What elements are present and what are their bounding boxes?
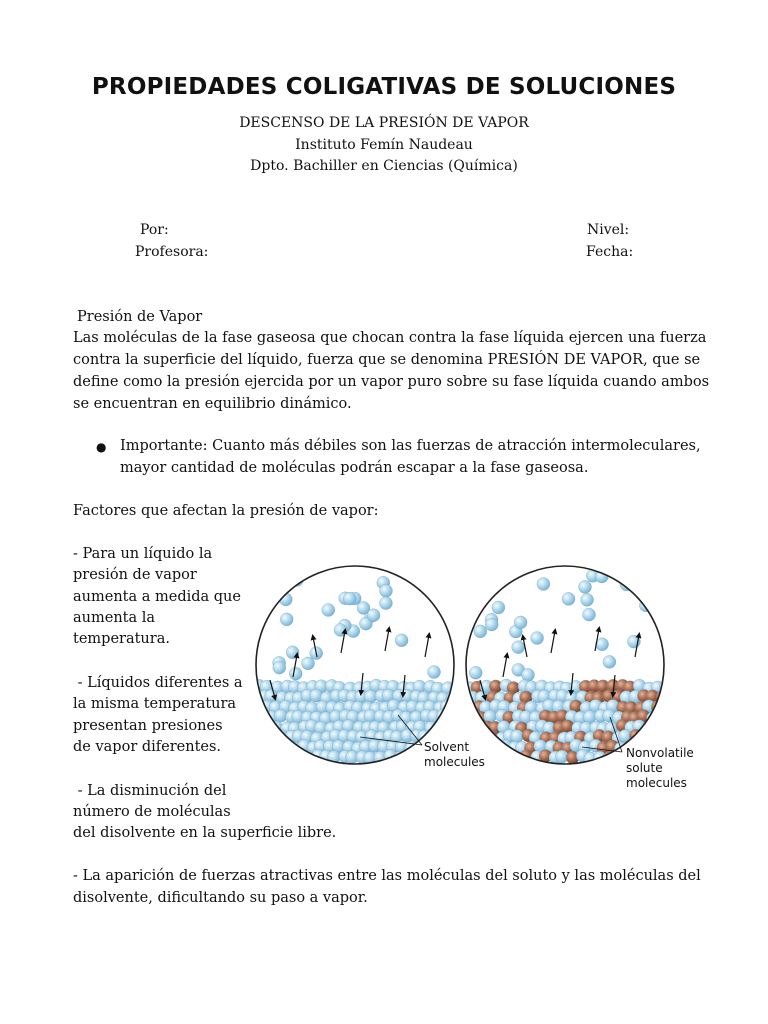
solvent-molecule	[252, 720, 265, 733]
solvent-molecule	[651, 719, 664, 732]
solvent-molecule	[258, 732, 271, 745]
factor-line: aumenta a medida que	[73, 589, 241, 605]
vapor-molecule	[471, 571, 484, 584]
solvent-molecule	[280, 740, 293, 753]
vapor-molecule	[322, 604, 335, 617]
solvent-molecule	[457, 689, 470, 702]
vapor-molecule	[562, 592, 575, 605]
vapor-molecule	[531, 632, 544, 645]
vapor-molecule	[472, 587, 485, 600]
vapor-molecule	[302, 657, 315, 670]
field-profesora: Profesora:	[135, 244, 209, 260]
body-line: define como la presión ejercida por un vapor puro sobre su fase líquida cuando ambos	[73, 374, 710, 390]
field-nivel: Nivel:	[587, 222, 630, 238]
vapor-molecule	[379, 597, 392, 610]
vapor-molecule	[380, 584, 393, 597]
solvent-molecule	[442, 720, 455, 733]
solvent-molecule	[257, 752, 270, 765]
solute-molecule	[490, 742, 503, 755]
solute-molecule	[639, 732, 652, 745]
vapor-molecule	[334, 624, 347, 637]
solvent-molecule	[485, 751, 498, 764]
solvent-molecule	[250, 720, 257, 733]
factor-line: - La disminución del	[73, 783, 227, 799]
vapor-molecule	[428, 666, 441, 679]
vapor-molecule	[289, 667, 302, 680]
solvent-molecule	[660, 719, 673, 732]
factor-line: número de moléculas	[73, 804, 231, 820]
vapor-molecule	[395, 634, 408, 647]
solvent-molecule	[250, 741, 258, 754]
vapor-molecule	[273, 661, 286, 674]
vapor-molecule	[603, 655, 616, 668]
factor-line: del disolvente en la superficie libre.	[73, 825, 337, 841]
factors-heading: Factores que afectan la presión de vapor:	[73, 503, 379, 519]
arrow-icon	[385, 629, 389, 651]
solvent-molecule	[266, 732, 279, 745]
solute-molecule	[665, 709, 678, 722]
solvent-molecule	[409, 750, 422, 763]
solvent-molecule	[470, 722, 483, 735]
solvent-molecule	[253, 742, 266, 755]
arrow-icon	[503, 655, 507, 677]
field-fecha: Fecha:	[586, 244, 634, 260]
solvent-molecule	[462, 722, 475, 735]
solvent-molecule	[250, 750, 261, 763]
solvent-molecule	[250, 680, 255, 693]
factor-line: presentan presiones	[73, 718, 223, 734]
vapor-molecule	[493, 570, 506, 583]
label-solute: solute	[626, 761, 663, 775]
vapor-molecule	[485, 618, 498, 631]
vapor-molecule	[280, 613, 293, 626]
solvent-molecule	[265, 751, 278, 764]
factor-line: presión de vapor	[73, 567, 197, 583]
body-line: contra la superficie del líquido, fuerza que se denomina PRESIÓN DE VAPOR, que se	[73, 352, 701, 368]
solvent-molecule	[454, 690, 467, 703]
solute-molecule	[666, 690, 679, 703]
subtitle: DESCENSO DE LA PRESIÓN DE VAPOR	[239, 115, 529, 131]
solvent-molecule	[495, 750, 508, 763]
solvent-molecule	[271, 739, 284, 752]
label-solvent: molecules	[424, 755, 485, 769]
vapor-molecule	[474, 625, 487, 638]
factor-line: de vapor diferentes.	[73, 739, 222, 755]
section-heading: Presión de Vapor	[77, 309, 203, 325]
vapor-molecule	[512, 641, 525, 654]
factor-line: la misma temperatura	[73, 696, 237, 712]
factor-line: - La aparición de fuerzas atractivas entre las moléculas del soluto y las moléculas del	[73, 868, 701, 884]
label-solute: Nonvolatile	[626, 746, 694, 760]
solvent-molecule	[275, 750, 288, 763]
body-line: se encuentran en equilibrio dinámico.	[73, 396, 352, 412]
solvent-molecule	[468, 710, 481, 723]
factor-line: - Líquidos diferentes a	[73, 675, 243, 691]
vapor-molecule	[492, 601, 505, 614]
solvent-molecule	[454, 700, 467, 713]
bullet-icon: ●	[96, 440, 107, 454]
solvent-molecule	[250, 732, 261, 745]
factor-line: - Para un líquido la	[73, 546, 213, 562]
solvent-molecule	[655, 730, 668, 743]
solvent-molecule	[453, 721, 466, 734]
solvent-molecule	[433, 721, 446, 734]
solute-molecule	[629, 729, 642, 742]
solvent-molecule	[454, 681, 467, 694]
solvent-molecule	[292, 751, 305, 764]
vapor-pressure-illustration	[250, 565, 700, 805]
solute-molecule	[646, 730, 659, 743]
solvent-molecule	[260, 740, 273, 753]
factor-line: disolvente, dificultando su paso a vapor.	[73, 890, 368, 906]
solute-molecule	[503, 749, 516, 762]
vapor-molecule	[367, 609, 380, 622]
solvent-molecule	[666, 731, 679, 744]
solvent-molecule	[450, 702, 463, 715]
solvent-molecule	[456, 709, 469, 722]
label-solute: molecules	[626, 776, 687, 790]
solvent-molecule	[285, 751, 298, 764]
vapor-molecule	[579, 580, 592, 593]
label-solvent: Solvent	[424, 740, 470, 754]
field-por: Por:	[140, 222, 169, 238]
department: Dpto. Bachiller en Ciencias (Química)	[250, 158, 518, 174]
solvent-molecule	[470, 742, 483, 755]
institution: Instituto Femín Naudeau	[295, 137, 473, 153]
solvent-container	[250, 574, 469, 765]
solute-molecule	[657, 710, 670, 723]
vapor-molecule	[537, 578, 550, 591]
vapor-molecule	[431, 587, 444, 600]
solvent-molecule	[262, 721, 275, 734]
solvent-molecule	[445, 711, 458, 724]
arrow-icon	[425, 635, 429, 657]
bullet-line: Importante: Cuanto más débiles son las fuerzas de atracción intermoleculares,	[120, 438, 701, 454]
solvent-molecule	[250, 691, 260, 704]
vapor-molecule	[522, 668, 535, 681]
solvent-molecule	[660, 702, 673, 715]
solvent-molecule	[250, 702, 255, 715]
arrow-icon	[551, 631, 555, 653]
bullet-line: mayor cantidad de moléculas podrán escapar a la fase gaseosa.	[120, 460, 589, 476]
vapor-molecule	[469, 666, 482, 679]
page-title: PROPIEDADES COLIGATIVAS DE SOLUCIONES	[91, 74, 677, 100]
solvent-molecule	[449, 719, 462, 732]
vapor-molecule	[514, 616, 527, 629]
vapor-molecule	[343, 592, 356, 605]
factor-line: temperatura.	[73, 631, 170, 647]
solvent-molecule	[459, 709, 472, 722]
body-line: Las moléculas de la fase gaseosa que chocan contra la fase líquida ejercen una fuerza	[73, 330, 707, 346]
factor-line: aumenta la	[73, 610, 156, 626]
solvent-molecule	[477, 731, 490, 744]
vapor-molecule	[581, 593, 594, 606]
solution-container	[453, 569, 679, 765]
solvent-molecule	[511, 730, 524, 743]
vapor-molecule	[583, 608, 596, 621]
solute-molecule	[481, 740, 494, 753]
solvent-molecule	[250, 710, 262, 723]
